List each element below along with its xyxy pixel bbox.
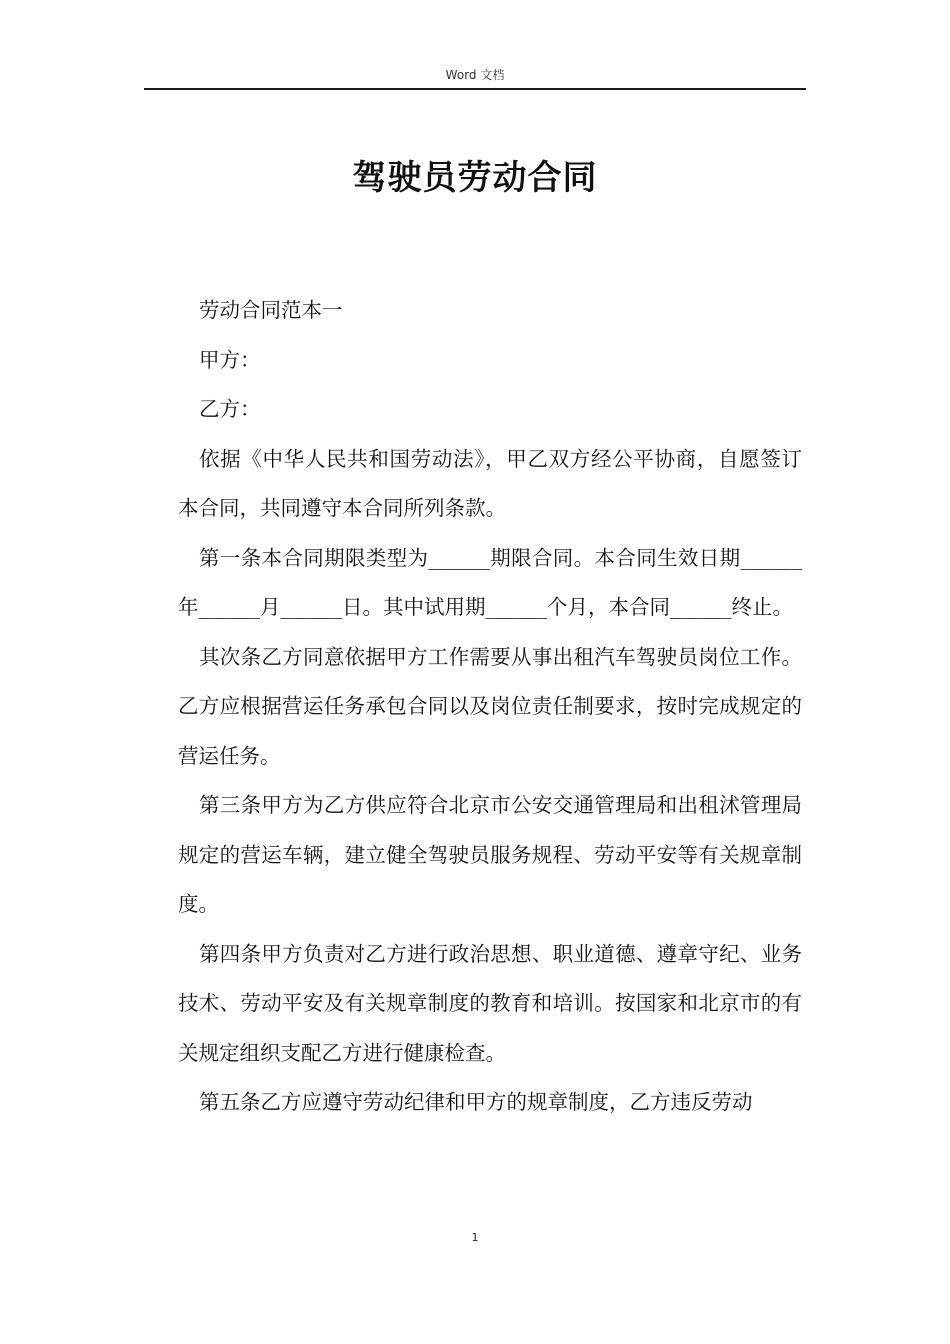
paragraph-article-4: 第四条甲方负责对乙方进行政治思想、职业道德、遵章守纪、业务技术、劳动平安及有关规章制度的教育和培训。按国家和北京市的有关规定组织支配乙方进行健康检查。: [178, 941, 802, 1065]
paragraph-article-3: 第三条甲方为乙方供应符合北京市公安交通管理局和出租沭管理局规定的营运车辆，建立健全驾驶员服务规程、劳动平安等有关规章制度。: [178, 793, 802, 916]
paragraph-party-b: 乙方：: [199, 397, 261, 421]
paragraph-article-2: 其次条乙方同意依据甲方工作需要从事出租汽车驾驶员岗位工作。乙方应根据营运任务承包合同以及岗位责任制要求，按时完成规定的营运任务。: [178, 644, 802, 768]
page-number: 1: [471, 1231, 479, 1244]
paragraph-article-5: 第五条乙方应遵守劳动纪律和甲方的规章制度，乙方违反劳动: [199, 1090, 753, 1114]
paragraph-preamble: 依据《中华人民共和国劳动法》，甲乙双方经公平协商，自愿签订本合同，共同遵守本合同所列条款。: [178, 446, 802, 520]
document-body: [178, 286, 802, 1128]
page-header: Word 文档: [144, 66, 806, 90]
paragraph-article-1: 第一条本合同期限类型为______期限合同。本合同生效日期______年______月______日。其中试用期______个月，本合同______终止。: [178, 545, 802, 619]
document-title: 驾驶员劳动合同: [352, 158, 598, 198]
paragraph-party-a: 甲方：: [199, 347, 261, 372]
paragraph-template-label: 劳动合同范本一: [199, 298, 343, 322]
